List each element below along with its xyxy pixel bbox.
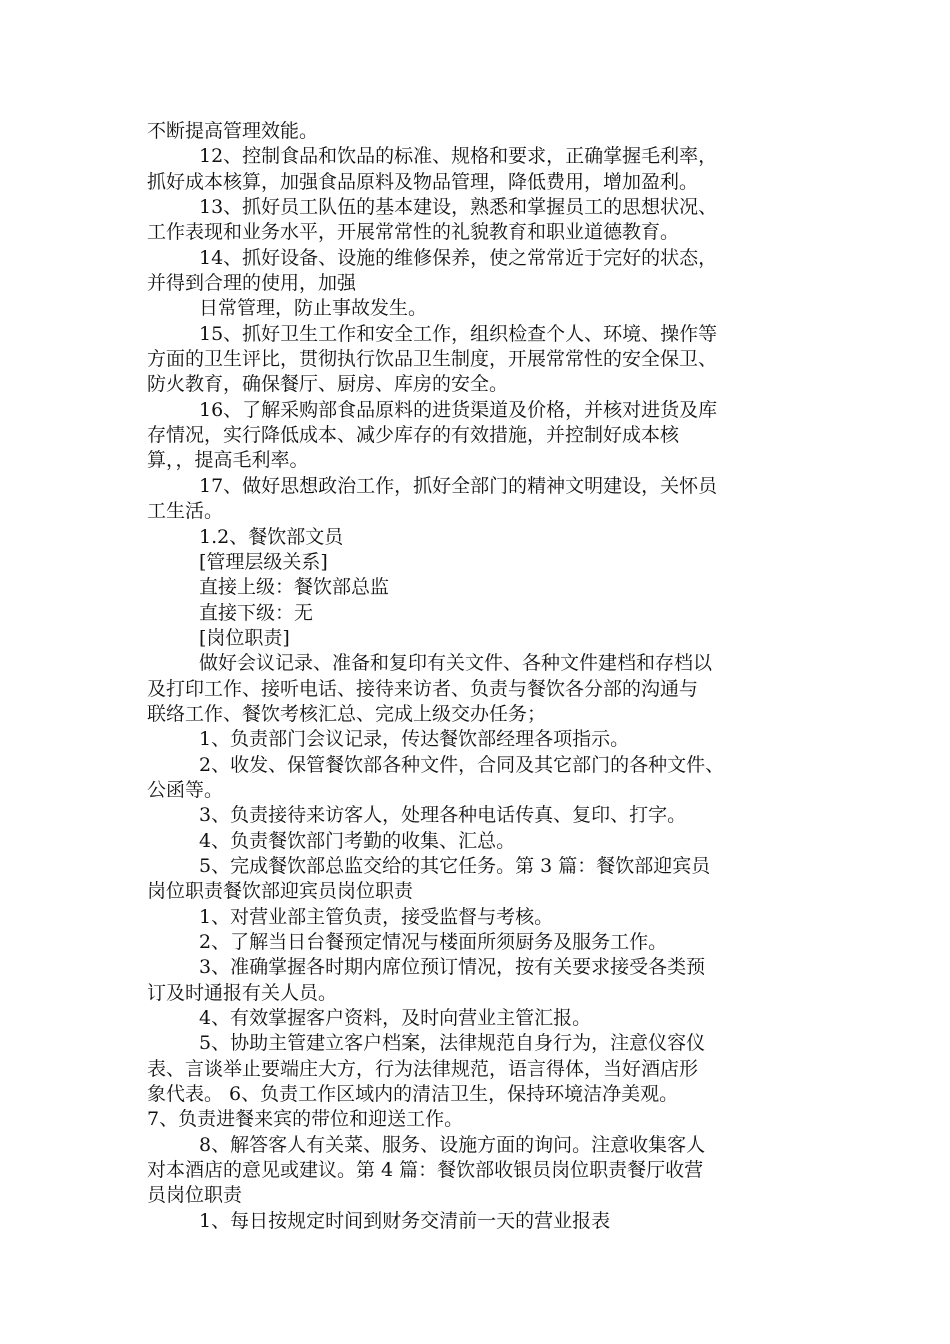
text-line: 1.2、餐饮部文员 xyxy=(199,525,344,548)
text-line: 3、负责接待来访客人，处理各种电话传真、复印、打字。 xyxy=(199,804,687,827)
text-line: 存情况，实行降低成本、减少库存的有效措施，并控制好成本核 xyxy=(147,424,680,447)
text-line: 对本酒店的意见或建议。第 4 篇：餐饮部收银员岗位职责餐厅收营 xyxy=(147,1159,704,1182)
text-line: 防火教育，确保餐厅、厨房、库房的安全。 xyxy=(147,373,509,396)
text-line: 方面的卫生评比，贯彻执行饮品卫生制度，开展常常性的安全保卫、 xyxy=(147,348,718,371)
text-line: [岗位职责] xyxy=(199,626,290,649)
text-line: 订及时通报有关人员。 xyxy=(147,981,338,1004)
text-line: 1、负责部门会议记录，传达餐饮部经理各项指示。 xyxy=(199,728,630,751)
text-line: 2、收发、保管餐饮部各种文件，合同及其它部门的各种文件、 xyxy=(199,753,725,776)
text-line: 象代表。 6、负责工作区域内的清洁卫生，保持环境洁净美观。 xyxy=(147,1083,679,1106)
text-line: 4、有效掌握客户资料，及时向营业主管汇报。 xyxy=(199,1007,592,1030)
text-line: 8、解答客人有关菜、服务、设施方面的询问。注意收集客人 xyxy=(199,1133,706,1156)
text-line: 4、负责餐饮部门考勤的收集、汇总。 xyxy=(199,829,516,852)
text-line: 算，，提高毛利率。 xyxy=(147,449,309,472)
text-line: 并得到合理的使用，加强 xyxy=(147,272,357,295)
text-line: 17、做好思想政治工作，抓好全部门的精神文明建设，关怀员 xyxy=(199,474,718,497)
text-line: 16、了解采购部食品原料的进货渠道及价格，并核对进货及库 xyxy=(199,398,718,421)
text-line: 15、抓好卫生工作和安全工作，组织检查个人、环境、操作等 xyxy=(199,322,718,345)
text-line: 日常管理，防止事故发生。 xyxy=(199,297,428,320)
text-line: 12、控制食品和饮品的标准、规格和要求，正确掌握毛利率， xyxy=(199,145,718,168)
text-line: [管理层级关系] xyxy=(199,550,328,573)
text-line: 公函等。 xyxy=(147,778,224,801)
text-line: 13、抓好员工队伍的基本建设，熟悉和掌握员工的思想状况、 xyxy=(199,196,718,219)
text-line: 不断提高管理效能。 xyxy=(147,120,319,142)
text-line: 联络工作、餐饮考核汇总、完成上级交办任务； xyxy=(147,702,547,725)
document-page xyxy=(147,119,827,1234)
text-line: 1、每日按规定时间到财务交清前一天的营业报表 xyxy=(199,1209,611,1232)
text-line: 直接下级：无 xyxy=(199,601,314,624)
text-line: 表、言谈举止要端庄大方，行为法律规范，语言得体，当好酒店形 xyxy=(147,1057,699,1080)
text-line: 5、协助主管建立客户档案，法律规范自身行为，注意仪容仪 xyxy=(199,1032,706,1055)
text-line: 直接上级：餐饮部总监 xyxy=(199,576,390,599)
text-line: 做好会议记录、准备和复印有关文件、各种文件建档和存档以 xyxy=(199,652,713,675)
text-line: 员岗位职责 xyxy=(147,1184,243,1207)
text-line: 2、了解当日台餐预定情况与楼面所须厨务及服务工作。 xyxy=(199,931,668,953)
text-line: 工作表现和业务水平，开展常常性的礼貌教育和职业道德教育。 xyxy=(147,221,680,244)
text-line: 工生活。 xyxy=(147,500,224,523)
text-line: 5、完成餐饮部总监交给的其它任务。第 3 篇：餐饮部迎宾员 xyxy=(199,854,711,877)
text-line: 及打印工作、接听电话、接待来访者、负责与餐饮各分部的沟通与 xyxy=(147,677,699,700)
text-line: 7、负责进餐来宾的带位和迎送工作。 xyxy=(147,1108,464,1131)
text-line: 岗位职责餐饮部迎宾员岗位职责 xyxy=(147,880,414,903)
text-line: 14、抓好设备、设施的维修保养，使之常常近于完好的状态， xyxy=(199,246,718,269)
text-line: 3、准确掌握各时期内席位预订情况，按有关要求接受各类预 xyxy=(199,956,706,979)
text-line: 1、对营业部主管负责，接受监督与考核。 xyxy=(199,905,554,928)
text-line: 抓好成本核算，加强食品原料及物品管理，降低费用，增加盈利。 xyxy=(147,170,699,193)
